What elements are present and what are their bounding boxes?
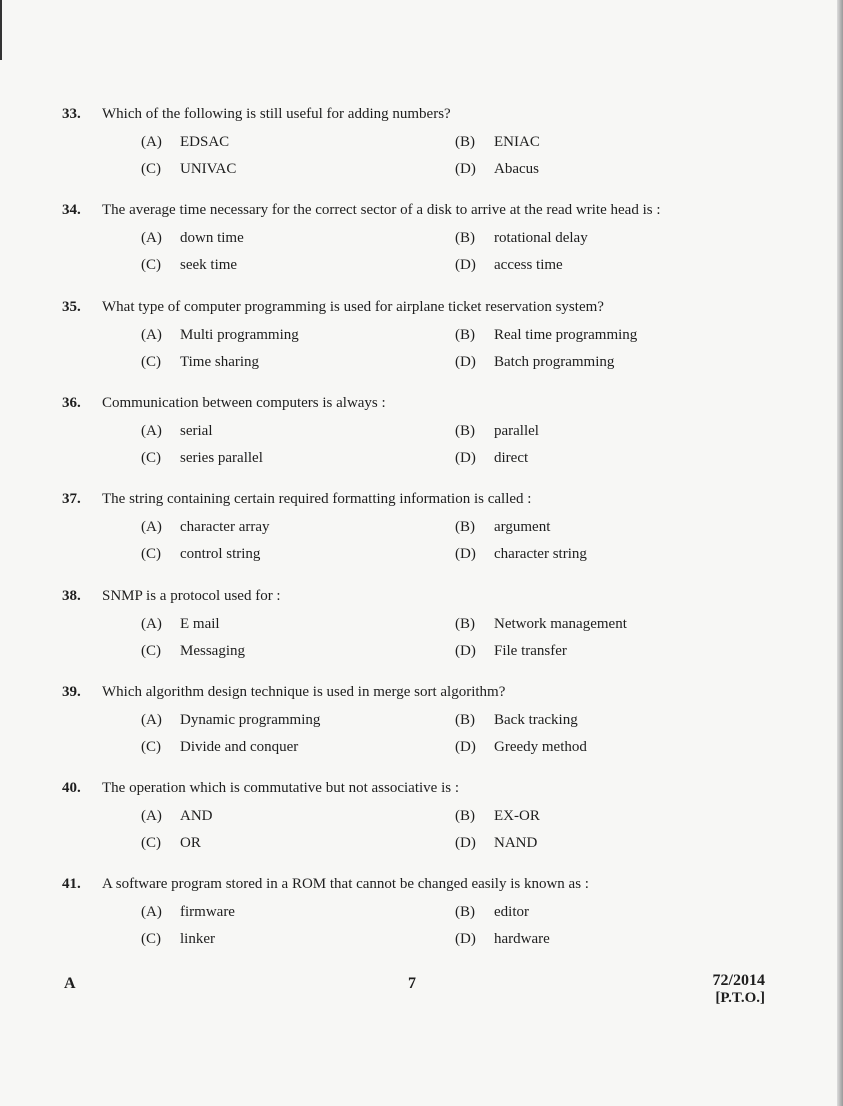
option-label: (A) [141,134,162,150]
option-label: (C) [141,835,161,852]
question-text: Which of the following is still useful for adding numbers? [102,106,451,122]
option-label: (D) [455,835,476,852]
option-label: (A) [141,519,162,536]
option-text: Real time programming [494,326,638,343]
option-label: (B) [455,326,475,343]
option-label: (C) [141,931,161,948]
question-number: 34. [62,202,81,219]
question-number: 41. [62,876,81,893]
option-label: (D) [455,449,476,466]
question-text: SNMP is a protocol used for : [102,587,281,604]
question-37 [0,491,843,581]
option-text: hardware [494,931,550,948]
option-text: seek time [180,257,238,274]
option-label: (A) [141,230,162,247]
option-text: EX-OR [494,808,540,825]
option-text: Back tracking [494,711,578,728]
option-label: (D) [455,353,476,370]
option-text: down time [180,230,244,247]
question-text: A software program stored in a ROM that cannot be changed easily is known as : [102,876,589,893]
option-label: (A) [141,422,162,439]
question-38 [0,588,843,678]
option-text: Dynamic programming [180,711,321,728]
option-text: Network management [494,615,627,632]
option-label: (A) [141,808,162,825]
option-text: EDSAC [180,134,230,150]
option-label: (C) [141,738,161,755]
option-text: series parallel [180,449,263,466]
option-text: File transfer [494,642,567,659]
option-label: (B) [455,904,475,921]
option-text: Greedy method [494,738,587,755]
question-41 [0,876,843,966]
option-text: linker [180,931,215,948]
option-label: (B) [455,230,475,247]
question-text: Communication between computers is always : [102,394,386,411]
option-text: Multi programming [180,326,299,343]
option-label: (B) [455,615,475,632]
option-text: control string [180,546,261,563]
page-number: 7 [408,975,416,992]
series-label: A [64,975,76,992]
option-label: (C) [141,257,161,274]
option-label: (A) [141,615,162,632]
question-text: What type of computer programming is used for airplane ticket reservation system? [102,298,604,315]
scan-edge [0,0,2,60]
option-text: Messaging [180,642,245,659]
option-text: rotational delay [494,230,588,247]
option-label: (B) [455,808,475,825]
option-label: (A) [141,904,162,921]
option-label: (D) [455,642,476,659]
option-text: character string [494,546,587,563]
question-number: 33. [62,106,81,122]
question-text: The operation which is commutative but not associative is : [102,780,460,797]
question-number: 39. [62,683,81,700]
option-text: Divide and conquer [180,738,299,755]
option-label: (C) [141,642,161,659]
option-text: access time [494,257,563,274]
option-label: (C) [141,353,161,370]
question-39 [0,684,843,774]
option-label: (D) [455,161,476,177]
question-40 [0,780,843,870]
option-label: (D) [455,546,476,563]
question-35 [0,299,843,389]
option-label: (C) [141,546,161,563]
option-text: character array [180,519,270,536]
option-text: Time sharing [180,353,260,370]
question-text: The average time necessary for the correct sector of a disk to arrive at the read write head is : [102,202,661,219]
question-text: The string containing certain required formatting information is called : [102,491,532,508]
option-label: (A) [141,711,162,728]
question-number: 36. [62,394,81,411]
exam-code: 72/2014 [712,972,765,989]
option-label: (B) [455,519,475,536]
option-label: (C) [141,161,161,177]
option-text: E mail [180,615,220,632]
option-text: parallel [494,422,539,439]
option-text: AND [180,808,213,825]
option-label: (A) [141,326,162,343]
question-number: 38. [62,587,81,604]
question-number: 35. [62,298,81,315]
option-text: editor [494,904,529,921]
option-text: ENIAC [494,134,540,150]
please-turn-over: [P.T.O.] [715,990,765,1006]
option-text: Batch programming [494,353,615,370]
option-text: firmware [180,904,235,921]
option-label: (B) [455,422,475,439]
option-text: serial [180,422,213,439]
question-36 [0,395,843,485]
option-text: NAND [494,835,538,852]
question-number: 40. [62,780,81,797]
question-text: Which algorithm design technique is used in merge sort algorithm? [102,683,506,700]
option-text: direct [494,449,529,466]
option-label: (C) [141,449,161,466]
option-label: (B) [455,711,475,728]
option-label: (B) [455,134,475,150]
option-text: UNIVAC [180,161,237,177]
option-text: Abacus [494,161,539,177]
option-label: (D) [455,257,476,274]
option-label: (D) [455,738,476,755]
question-33 [0,106,843,196]
question-number: 37. [62,491,81,508]
question-34 [0,202,843,292]
option-label: (D) [455,931,476,948]
option-text: argument [494,519,551,536]
option-text: OR [180,835,201,852]
